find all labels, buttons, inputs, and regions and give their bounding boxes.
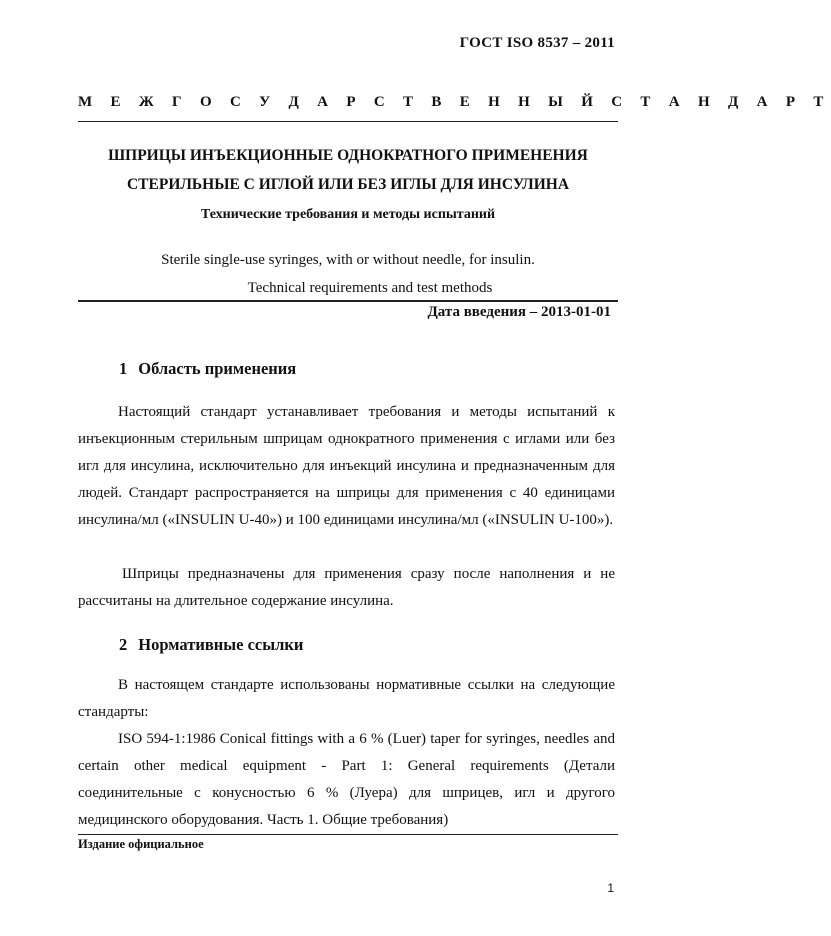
paragraph: Шприцы предназначены для применения сразу после наполнения и не рассчитаны на длительное содержание инсулина. bbox=[78, 566, 615, 609]
title-divider bbox=[78, 300, 618, 302]
section-heading bbox=[119, 635, 303, 655]
footer-divider bbox=[78, 834, 618, 835]
paragraph: ISO 594-1:1986 Conical fittings with a 6 % (Luer) taper for syringes, needles and certain other medical equipment - Part 1: General requirements (Детали соединительные с конусностью 6 % (Луера) для шприцев, игл и другого медицинского оборудования. Часть 1. Общие требования) bbox=[78, 731, 615, 828]
document-subtitle: Технические требования и методы испытаний bbox=[200, 207, 496, 222]
section-number: 1 bbox=[119, 359, 128, 378]
title-line-1: ШПРИЦЫ ИНЪЕКЦИОННЫЕ ОДНОКРАТНОГО ПРИМЕНЕНИЯ bbox=[108, 147, 588, 164]
english-title-line-1: Sterile single-use syringes, with or without needle, for insulin. bbox=[161, 252, 535, 268]
section-title: Область применения bbox=[138, 359, 297, 378]
english-title bbox=[78, 246, 618, 302]
official-edition-label: Издание официальное bbox=[78, 837, 204, 851]
header-divider bbox=[78, 121, 618, 122]
title-line-2: СТЕРИЛЬНЫЕ С ИГЛОЙ ИЛИ БЕЗ ИГЛЫ ДЛЯ ИНСУЛИНА bbox=[126, 176, 570, 193]
document-title bbox=[78, 141, 618, 199]
standard-code: ГОСТ ISO 8537 – 2011 bbox=[459, 35, 615, 51]
english-title-line-2: Technical requirements and test methods bbox=[247, 280, 493, 296]
section-number: 2 bbox=[119, 635, 128, 654]
standard-category: М Е Ж Г О С У Д А Р С Т В Е Н Н Ы Й С Т А Н Д А Р Т bbox=[78, 94, 831, 110]
paragraph: Настоящий стандарт устанавливает требования и методы испытаний к инъекционным стерильным шприцам однократного применения с иглами или без игл для инсулина, исключительно для инъекций инсулина и предназначенным для людей. Стандарт распространяется на шприцы для применения с 40 единицами инсулина/мл («INSULIN U-40») и 100 единицами инсулина/мл («INSULIN U-100»). bbox=[78, 404, 615, 528]
introduction-date: Дата введения – 2013-01-01 bbox=[427, 304, 611, 320]
section-heading bbox=[119, 359, 296, 379]
page-number: 1 bbox=[607, 881, 614, 895]
paragraph: В настоящем стандарте использованы нормативные ссылки на следующие стандарты: bbox=[78, 677, 615, 720]
section-title: Нормативные ссылки bbox=[138, 635, 304, 654]
